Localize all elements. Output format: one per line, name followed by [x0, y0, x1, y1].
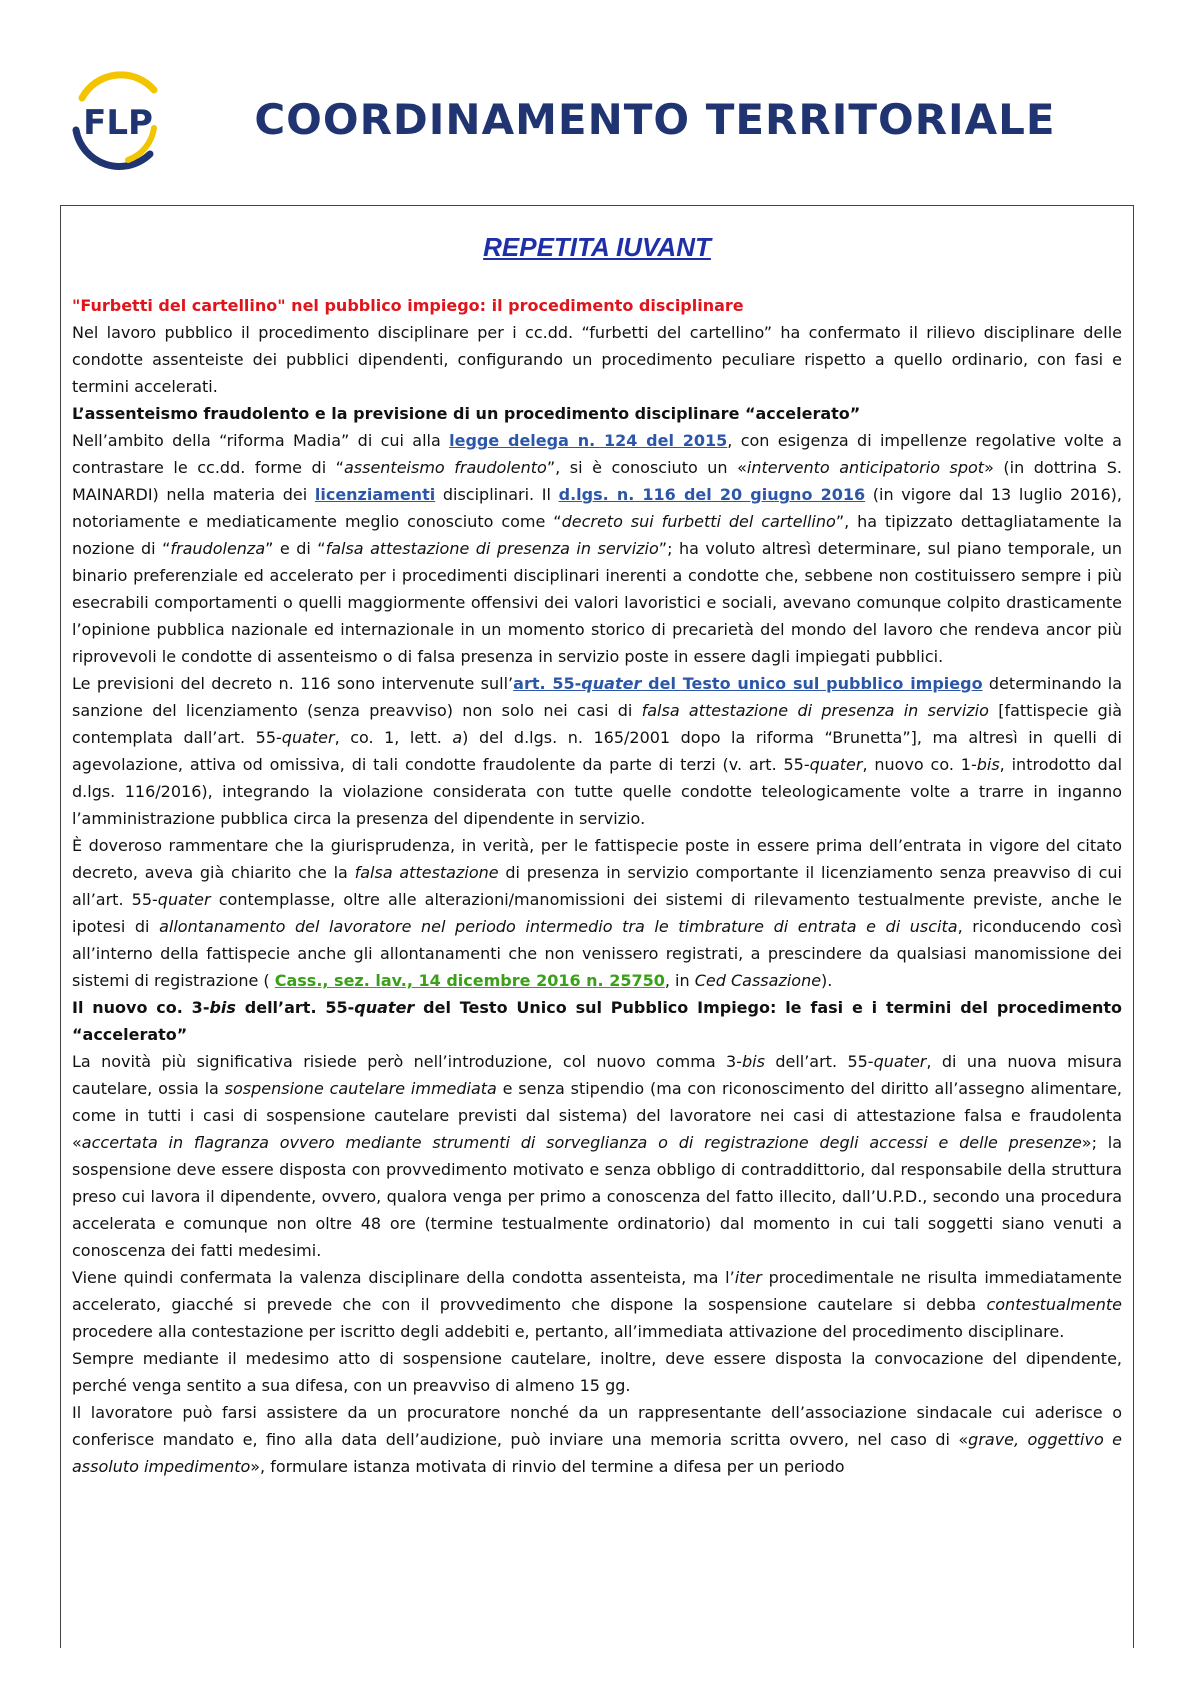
link-legge-delega-124-2015[interactable]: legge delega n. 124 del 2015 [449, 431, 728, 450]
paragraph: Le previsioni del decreto n. 116 sono intervenute sull’art. 55-quater del Testo unico sul pubblico impiego determinando la sanzione del licenziamento (senza preavviso) non solo nei casi di falsa attestazione di presenza in servizio [fattispecie già contemplata dall’art. 55-quater, co. 1, lett. a) del d.lgs. n. 165/2001 dopo la riforma “Brunetta”], ma altresì in quelli di agevolazione, attiva od omissiva, di tali condotte fraudolente da parte di terzi (v. art. 55-quater, nuovo co. 1-bis, introdotto dal d.lgs. 116/2016), integrando la violazione considerata con tutte quelle condotte teleologicamente volte a trarre in inganno l’amministrazione pubblica circa la presenza del dipendente in servizio. [72, 674, 1123, 828]
organization-title: COORDINAMENTO TERRITORIALE [254, 95, 1056, 144]
flp-logo [68, 68, 168, 172]
link-licenziamenti[interactable]: licenziamenti [314, 485, 436, 504]
paragraph: È doveroso rammentare che la giurisprudenza, in verità, per le fattispecie poste in essere prima dell’entrata in vigore del citato decreto, aveva già chiarito che la falsa attestazione di presenza in servizio comportante il licenziamento senza preavviso di cui all’art. 55-quater contemplasse, oltre alle alterazioni/manomissioni dei sistemi di rilevamento testualmente previste, anche le ipotesi di allontanamento del lavoratore nel periodo intermedio tra le timbrature di entrata e di uscita, riconducendo così all’interno della fattispecie anche gli allontanamenti che non venissero registrati, a prescindere da qualsiasi manomissione dei sistemi di registrazione ( Cass., sez. lav., 14 dicembre 2016 n. 25750, in Ced Cassazione). [72, 836, 1122, 990]
page-header [0, 0, 1190, 190]
paragraph: Il lavoratore può farsi assistere da un procuratore nonché da un rappresentante dell’associazione sindacale cui aderisce o conferisce mandato e, fino alla data dell’audizione, può inviare una memoria scritta ovvero, nel caso di «grave, oggettivo e assoluto impedimento», formulare istanza motivata di rinvio del termine a difesa per un periodo [72, 1403, 1122, 1476]
paragraph: Nell’ambito della “riforma Madia” di cui alla legge delega n. 124 del 2015, con esigenza di impellenze regolative volte a contrastare le cc.dd. forme di “assenteismo fraudolento”, si è conosciuto un «intervento anticipatorio spot» (in dottrina S. MAINARDI) nella materia dei licenziamenti disciplinari. Il d.lgs. n. 116 del 20 giugno 2016 (in vigore dal 13 luglio 2016), notoriamente e mediaticamente meglio conosciuto come “decreto sui furbetti del cartellino”, ha tipizzato dettagliatamente la nozione di “fraudolenza” e di “falsa attestazione di presenza in servizio”; ha voluto altresì determinare, sul piano temporale, un binario preferenziale ed accelerato per i procedimenti disciplinari inerenti a condotte che, sebbene non costituissero sempre i più esecrabili comportamenti o quelli maggiormente offensivi dei valori lavoristici e sociali, avevano comunque colpito drasticamente l’opinione pubblica nazionale ed internazionale in un momento storico di precarietà del mondo del lavoro che rendeva ancor più riprovevoli le condotte di assenteismo o di falsa presenza in servizio poste in essere dagli impiegati pubblici. [72, 431, 1123, 666]
svg-text:FLP: FLP [83, 103, 153, 143]
page-bottom-margin [0, 1648, 1190, 1683]
paragraph: Viene quindi confermata la valenza disciplinare della condotta assenteista, ma l’iter procedimentale ne risulta immediatamente accelerato, giacché si prevede che con il provvedimento che dispone la sospensione cautelare si debba contestualmente procedere alla contestazione per iscritto degli addebiti e, pertanto, all’immediata attivazione del procedimento disciplinare. [72, 1268, 1122, 1341]
paragraph: Nel lavoro pubblico il procedimento disciplinare per i cc.dd. “furbetti del cartellino” ha confermato il rilievo disciplinare delle condotte assenteiste dei pubblici dipendenti, configurando un procedimento peculiare rispetto a quello ordinario, con fasi e termini accelerati. [72, 323, 1122, 396]
section-heading-comma-3bis: Il nuovo co. 3-bis dell’art. 55-quater del Testo Unico sul Pubblico Impiego: le fasi e i termini del procedimento “accelerato” [72, 998, 1123, 1044]
link-dlgs-116-2016[interactable]: d.lgs. n. 116 del 20 giugno 2016 [558, 485, 866, 504]
document-title: REPETITA IUVANT [483, 232, 711, 262]
link-art-55-quater[interactable]: art. 55-quater del Testo unico sul pubblico impiego [513, 674, 983, 693]
section-heading-assenteismo: L’assenteismo fraudolento e la previsione di un procedimento disciplinare “accelerato” [72, 404, 861, 423]
link-cassazione-25750[interactable]: Cass., sez. lav., 14 dicembre 2016 n. 25750 [274, 971, 665, 990]
section-heading-furbetti: "Furbetti del cartellino" nel pubblico impiego: il procedimento disciplinare [72, 296, 744, 315]
paragraph: La novità più significativa risiede però nell’introduzione, col nuovo comma 3-bis dell’art. 55-quater, di una nuova misura cautelare, ossia la sospensione cautelare immediata e senza stipendio (ma con riconoscimento del diritto all’assegno alimentare, come in tutti i casi di sospensione cautelare previsti dal sistema) del lavoratore nei casi di attestazione falsa e fraudolenta «accertata in flagranza ovvero mediante strumenti di sorveglianza o di registrazione degli accessi e delle presenze»; la sospensione deve essere disposta con provvedimento motivato e senza obbligo di contraddittorio, dal responsabile della struttura preso cui lavora il dipendente, ovvero, qualora venga per primo a conoscenza del fatto illecito, dall’U.P.D., secondo una procedura accelerata e comunque non oltre 48 ore (termine testualmente ordinatorio) dal momento in cui tali soggetti siano venuti a conoscenza dei fatti medesimi. [72, 1052, 1123, 1260]
article-body [72, 292, 1122, 1480]
paragraph: Sempre mediante il medesimo atto di sospensione cautelare, inoltre, deve essere disposta la convocazione del dipendente, perché venga sentito a sua difesa, con un preavviso di almeno 15 gg. [72, 1349, 1122, 1395]
